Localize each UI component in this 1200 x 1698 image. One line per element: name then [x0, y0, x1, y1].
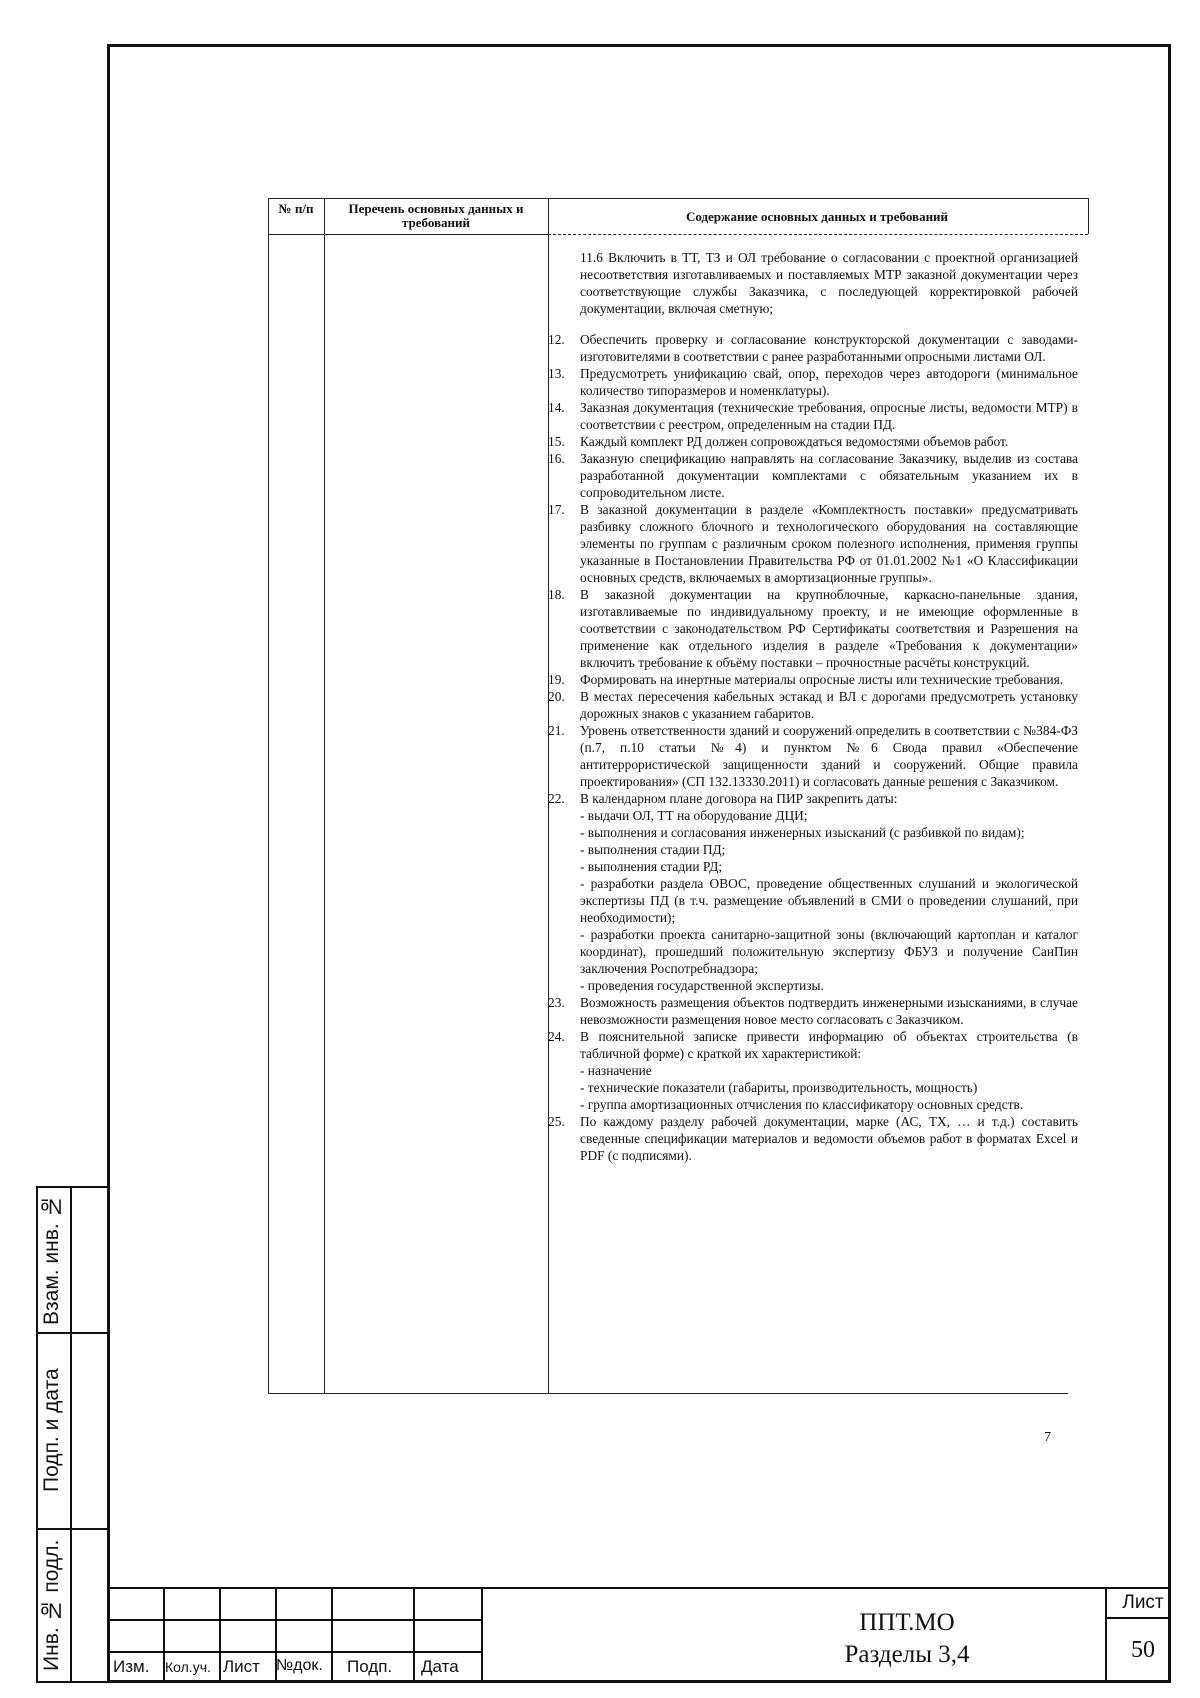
- item-text: - выполнения стадии ПД;: [580, 841, 726, 857]
- list-item: [548, 399, 1078, 433]
- header-list: Перечень основных данных и требований: [348, 201, 524, 230]
- document-table: [268, 198, 1088, 1393]
- list-item: [548, 824, 1078, 841]
- document-code: [587, 1607, 1200, 1671]
- item-text: - проведения государственной экспертизы.: [580, 977, 824, 993]
- item-text: В календарном плане договора на ПИР закрепить даты:: [580, 790, 898, 806]
- item-text: Обеспечить проверку и согласование конструкторской документации с заводами-изготовителями в соответствии с ранее разработанными опросными листами ОЛ.: [580, 331, 1078, 364]
- page-number: 7: [1044, 1430, 1051, 1445]
- sheet-number: 50: [1131, 1637, 1155, 1663]
- list-item: [548, 994, 1078, 1028]
- sheet-label: Лист: [1122, 1592, 1164, 1613]
- title-block: [107, 1587, 1171, 1683]
- item-text: - технические показатели (габариты, производительность, мощность): [580, 1079, 978, 1095]
- item-number: 25.: [548, 1113, 565, 1129]
- list-item: [548, 977, 1078, 994]
- kolych-label: Кол.уч.: [165, 1659, 211, 1675]
- item-number: 19.: [548, 671, 565, 687]
- item-number: 21.: [548, 722, 565, 738]
- item-number: 12.: [548, 331, 565, 347]
- item-text: - выполнения и согласования инженерных изысканий (с разбивкой по видам);: [580, 824, 1025, 840]
- item-text: Уровень ответственности зданий и сооружений определить в соответствии с №384-ФЗ (п.7, п.10 статьи №4) и пунктом №6 Свода правил «Обеспечение антитеррористической защищенности зданий и сооружений. Общие правила проектирования» (СП 132.13330.2011) и согласовать данные решения с Заказчиком.: [580, 722, 1078, 789]
- izm-label: Изм.: [113, 1657, 150, 1676]
- item-number: 13.: [548, 365, 565, 381]
- item-number: 16.: [548, 450, 565, 466]
- item-text: Возможность размещения объектов подтвердить инженерными изысканиями, в случае невозможности размещения новое место согласовать с Заказчиком.: [580, 994, 1078, 1027]
- list-item: [548, 1028, 1078, 1062]
- data-label: Дата: [421, 1657, 459, 1676]
- list-item: [548, 501, 1078, 586]
- list-item: [548, 790, 1078, 807]
- code-line-1: ППТ.МО: [859, 1609, 955, 1636]
- header-content: Содержание основных данных и требований: [685, 209, 949, 224]
- side-stamp: [36, 1186, 108, 1683]
- list-item: [548, 841, 1078, 858]
- item-text: Каждый комплект РД должен сопровождаться ведомостями объемов работ.: [580, 433, 1009, 449]
- content-column: [548, 236, 1078, 1164]
- list-item: [548, 365, 1078, 399]
- item-text: В заказной документации на крупноблочные, каркасно-панельные здания, изготавливаемые по индивидуальному проекту, и не имеющие оформленные в соответствии с законодательством РФ Сертификаты соответствия и Разрешения на применение как отдельного изделия в разделе «Требования к документации» включить требование к объёму поставки – прочностные расчёты конструкций.: [580, 586, 1078, 670]
- item-number: 23.: [548, 994, 565, 1010]
- item-text: - выполнения стадии РД;: [580, 858, 723, 874]
- item-number: 20.: [548, 688, 565, 704]
- item-text: - разработки раздела ОВОС, проведение общественных слушаний и экологической экспертизы ПД (в т.ч. размещение объявлений в СМИ о проведении слушаний, при необходимости);: [580, 875, 1078, 925]
- inv-podl-label: Инв. № подл.: [40, 1539, 63, 1672]
- list-item: [548, 875, 1078, 926]
- list-item: [548, 450, 1078, 501]
- list-label: Лист: [223, 1657, 260, 1676]
- list-item: [548, 331, 1078, 365]
- intro-paragraph: 11.6 Включить в ТТ, ТЗ и ОЛ требование о согласовании с проектной организацией несоответствия изготавливаемых и поставляемых МТР заказной документации через соответствующие службы Заказчика, с последующей корректировкой рабочей документации, включая сметную;: [580, 250, 1078, 317]
- list-item: [548, 722, 1078, 790]
- item-number: 22.: [548, 790, 565, 806]
- item-number: 18.: [548, 586, 565, 602]
- item-text: - выдачи ОЛ, ТТ на оборудование ДЦИ;: [580, 807, 808, 823]
- ndok-label: №док.: [276, 1657, 323, 1674]
- podp-data-label: Подп. и дата: [40, 1368, 63, 1492]
- list-item: [548, 926, 1078, 977]
- item-text: В заказной документации в разделе «Комплектность поставки» предусматривать разбивку сложного блочного и технологического оборудования на составляющие элементы по группам с различным сроком полезного исполнения, применяя группы указанные в Постановлении Правительства РФ от 01.01.2002 №1 «О Классификации основных средств, включаемых в амортизационные группы».: [580, 501, 1078, 585]
- list-item: [548, 807, 1078, 824]
- item-text: - группа амортизационных отчисления по классификатору основных средств.: [580, 1096, 1024, 1112]
- item-text: Предусмотреть унификацию свай, опор, переходов через автодороги (минимальное количество типоразмеров и номенклатуры).: [580, 365, 1078, 398]
- item-text: Формировать на инертные материалы опросные листы или технические требования.: [580, 671, 1064, 687]
- list-item: [548, 688, 1078, 722]
- podp-label: Подп.: [347, 1657, 393, 1676]
- item-text: - назначение: [580, 1062, 652, 1078]
- list-item: [548, 586, 1078, 671]
- item-number: 24.: [548, 1028, 565, 1044]
- list-item: [548, 1113, 1078, 1164]
- list-item: [548, 858, 1078, 875]
- item-text: В пояснительной записке привести информацию об объектах строительства (в табличной форме) с краткой их характеристикой:: [580, 1028, 1078, 1061]
- list-item: [548, 1062, 1078, 1079]
- item-number: 15.: [548, 433, 565, 449]
- item-number: 17.: [548, 501, 565, 517]
- item-text: По каждому разделу рабочей документации, марке (АС, ТХ, … и т.д.) составить сведенные спецификации материалов и ведомости объемов работ в форматах Excel и PDF (с подписями).: [580, 1113, 1078, 1163]
- list-item: [548, 671, 1078, 688]
- item-text: Заказная документация (технические требования, опросные листы, ведомости МТР) в соответствии с реестром, определенным на стадии ПД.: [580, 399, 1078, 432]
- item-number: 14.: [548, 399, 565, 415]
- list-item: [548, 1079, 1078, 1096]
- code-line-2: Разделы 3,4: [844, 1641, 970, 1668]
- item-text: В местах пересечения кабельных эстакад и ВЛ с дорогами предусмотреть установку дорожных знаков с указанием габаритов.: [580, 688, 1078, 721]
- vzam-inv-label: Взам. инв. №: [40, 1194, 63, 1326]
- header-number: № п/п: [278, 201, 314, 216]
- list-item: [548, 1096, 1078, 1113]
- list-item: [548, 433, 1078, 450]
- item-text: Заказную спецификацию направлять на согласование Заказчику, выделив из состава разработанной документации комплектами с обязательным указанием их в сопроводительном листе.: [580, 450, 1078, 500]
- item-text: - разработки проекта санитарно-защитной зоны (включающий картоплан и каталог координат), прошедший положительную экспертизу ФБУЗ и получение СанПин заключения Роспотребнадзора;: [580, 926, 1078, 976]
